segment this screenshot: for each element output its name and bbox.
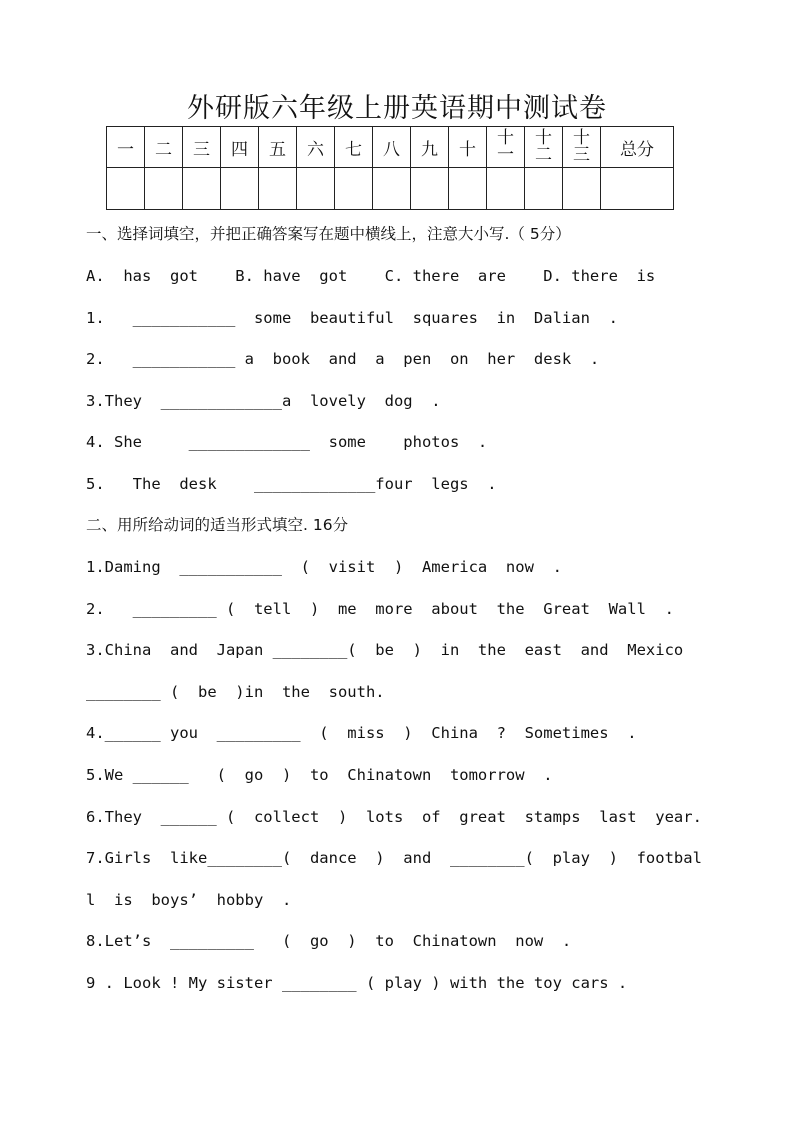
score-header-13: 十 三 [563, 127, 601, 168]
question-line: 6.They ______ ( collect ) lots of great stamps last year. [86, 808, 702, 826]
score-header-total: 总分 [601, 127, 674, 168]
question-line: 5. The desk _____________four legs . [86, 475, 497, 493]
score-table [106, 126, 674, 210]
question-line: 3.China and Japan ________( be ) in the east and Mexico [86, 641, 684, 659]
score-cell-8[interactable] [373, 168, 411, 210]
score-header-10: 十 [449, 127, 487, 168]
score-cell-7[interactable] [335, 168, 373, 210]
score-cell-2[interactable] [145, 168, 183, 210]
score-header-4: 四 [221, 127, 259, 168]
score-header-2: 二 [145, 127, 183, 168]
score-header-11: 十 一 [487, 127, 525, 168]
question-line: 2. ___________ a book and a pen on her desk . [86, 350, 600, 368]
score-header-7: 七 [335, 127, 373, 168]
score-cell-6[interactable] [297, 168, 335, 210]
options-line: A. has got B. have got C. there are D. there is [86, 267, 656, 285]
score-header-1: 一 [107, 127, 145, 168]
page-title: 外研版六年级上册英语期中测试卷 [187, 93, 607, 124]
section-1-heading: 一、选择词填空，并把正确答案写在题中横线上，注意大小写.（ 5分） [86, 225, 571, 243]
question-line: 1. ___________ some beautiful squares in Dalian . [86, 309, 618, 327]
question-line: 3.They _____________a lovely dog . [86, 392, 441, 410]
score-cell-11[interactable] [487, 168, 525, 210]
score-header-3: 三 [183, 127, 221, 168]
question-line: 4.______ you _________ ( miss ) China ? Sometimes . [86, 724, 637, 742]
question-line: 2. _________ ( tell ) me more about the Great Wall . [86, 600, 674, 618]
score-cell-5[interactable] [259, 168, 297, 210]
question-line: 8.Let’s _________ ( go ) to Chinatown now . [86, 932, 572, 950]
score-cell-9[interactable] [411, 168, 449, 210]
score-header-9: 九 [411, 127, 449, 168]
question-line: 9 . Look ! My sister ________ ( play ) with the toy cars . [86, 974, 628, 992]
score-cell-3[interactable] [183, 168, 221, 210]
score-cell-total[interactable] [601, 168, 674, 210]
question-line: 1.Daming ___________ ( visit ) America now . [86, 558, 562, 576]
score-header-5: 五 [259, 127, 297, 168]
score-cell-12[interactable] [525, 168, 563, 210]
question-line: 5.We ______ ( go ) to Chinatown tomorrow . [86, 766, 553, 784]
question-line: 4. She _____________ some photos . [86, 433, 488, 451]
score-cell-1[interactable] [107, 168, 145, 210]
score-header-6: 六 [297, 127, 335, 168]
score-cell-13[interactable] [563, 168, 601, 210]
question-line: ________ ( be )in the south. [86, 683, 385, 701]
score-cell-4[interactable] [221, 168, 259, 210]
score-header-12: 十 二 [525, 127, 563, 168]
score-cell-10[interactable] [449, 168, 487, 210]
section-2-heading: 二、用所给动词的适当形式填空. 16分 [86, 516, 349, 534]
question-line: 7.Girls like________( dance ) and ________( play ) footbal [86, 849, 702, 867]
question-line: l is boys’ hobby . [86, 891, 292, 909]
score-header-8: 八 [373, 127, 411, 168]
